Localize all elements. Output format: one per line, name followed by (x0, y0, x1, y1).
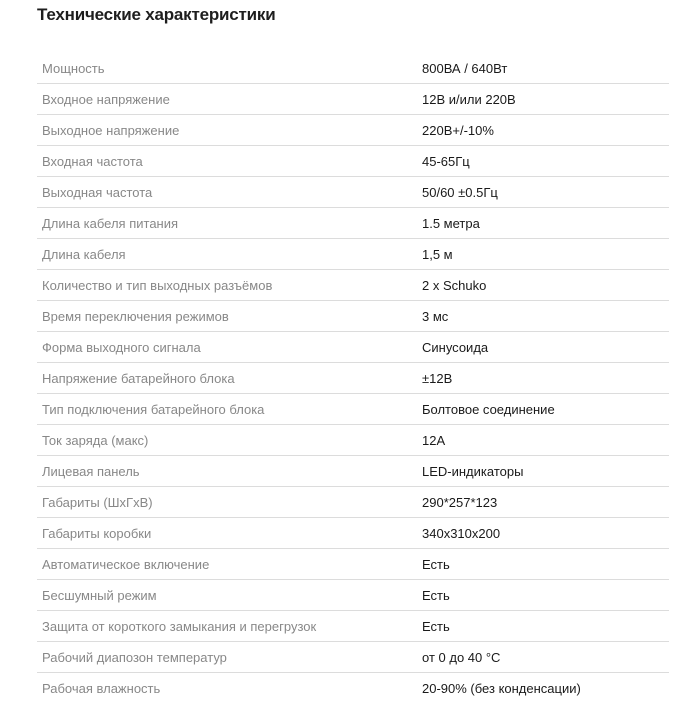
spec-row (37, 177, 669, 208)
spec-row (37, 425, 669, 456)
spec-value: 12А (422, 432, 446, 448)
spec-label: Время переключения режимов (42, 308, 229, 324)
spec-row (37, 518, 669, 549)
spec-value: Есть (422, 556, 450, 572)
spec-row (37, 332, 669, 363)
spec-value: Есть (422, 618, 450, 634)
spec-row (37, 208, 669, 239)
spec-value: Есть (422, 587, 450, 603)
spec-value: 12В и/или 220В (422, 91, 516, 107)
page-title: Технические характеристики (37, 5, 276, 24)
spec-value: 1,5 м (422, 246, 453, 262)
spec-row (37, 53, 669, 84)
spec-row (37, 642, 669, 673)
spec-label: Напряжение батарейного блока (42, 370, 235, 386)
spec-value: Болтовое соединение (422, 401, 555, 417)
spec-value: 2 x Schuko (422, 277, 487, 293)
spec-row (37, 363, 669, 394)
spec-label: Выходная частота (42, 184, 153, 200)
spec-row (37, 239, 669, 270)
spec-label: Количество и тип выходных разъёмов (42, 277, 273, 293)
spec-label: Выходное напряжение (42, 122, 180, 138)
spec-row (37, 84, 669, 115)
spec-label: Ток заряда (макс) (42, 432, 149, 448)
spec-row (37, 487, 669, 518)
spec-label: Автоматическое включение (42, 556, 210, 572)
spec-value: 290*257*123 (422, 494, 498, 510)
spec-label: Лицевая панель (42, 463, 140, 479)
spec-label: Длина кабеля (42, 246, 126, 262)
spec-value: 1.5 метра (422, 215, 480, 231)
spec-label: Габариты коробки (42, 525, 152, 541)
spec-row (37, 549, 669, 580)
spec-label: Бесшумный режим (42, 587, 157, 603)
spec-label: Рабочий диапозон температур (42, 649, 227, 665)
spec-label: Мощность (42, 60, 105, 76)
spec-value: LED-индикаторы (422, 463, 524, 479)
spec-value: Синусоида (422, 339, 489, 355)
specs-table (37, 53, 669, 704)
spec-row (37, 611, 669, 642)
spec-label: Защита от короткого замыкания и перегрузок (42, 618, 317, 634)
spec-value: 20-90% (без конденсации) (422, 681, 581, 696)
spec-label: Длина кабеля питания (42, 215, 179, 231)
spec-value: 50/60 ±0.5Гц (422, 184, 498, 200)
spec-row (37, 673, 669, 704)
spec-value: ±12В (422, 370, 453, 386)
spec-row (37, 580, 669, 611)
spec-label: Входная частота (42, 153, 143, 169)
spec-row (37, 456, 669, 487)
spec-row (37, 394, 669, 425)
spec-value: 800ВА / 640Вт (422, 60, 508, 76)
spec-row (37, 146, 669, 177)
spec-label: Тип подключения батарейного блока (42, 401, 265, 417)
spec-value: от 0 до 40 °С (422, 649, 501, 665)
spec-value: 3 мс (422, 308, 449, 324)
spec-value: 340x310x200 (422, 525, 501, 541)
spec-label: Форма выходного сигнала (42, 339, 201, 355)
spec-row (37, 270, 669, 301)
spec-label: Габариты (ШхГхВ) (42, 494, 153, 510)
spec-label: Рабочая влажность (42, 681, 161, 696)
spec-value: 220В+/-10% (422, 122, 494, 138)
spec-row (37, 301, 669, 332)
spec-row (37, 115, 669, 146)
spec-label: Входное напряжение (42, 91, 170, 107)
spec-value: 45-65Гц (422, 153, 470, 169)
